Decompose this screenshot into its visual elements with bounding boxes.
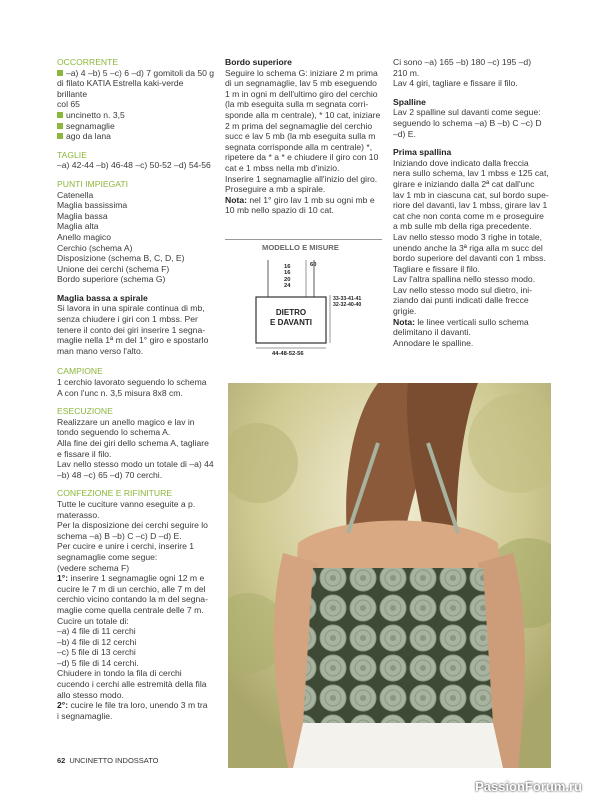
esecuzione-line: e fissare il filo. <box>57 448 112 459</box>
strap-measures <box>284 264 290 290</box>
nota-line: Nota: nel 1° giro lav 1 mb su ogni mb e <box>225 194 375 205</box>
bordo-line: (la mb eseguita sulla m segnata corri- <box>225 99 369 110</box>
column-right <box>393 57 553 348</box>
occorrente-heading: OCCORRENTE <box>57 57 119 67</box>
spirale-line: tenere il conto dei giri inserire 1 segna- <box>57 324 206 335</box>
supply-item: ago da lana <box>57 131 215 142</box>
bordo-line: 1 m in ogni m dell'ultimo giro del cerchio <box>225 88 378 99</box>
strap-measure: 16 <box>284 264 291 270</box>
page-footer <box>57 756 159 765</box>
bordo-line: Inserire 1 segnamaglie all'inizio del giro. <box>225 173 378 184</box>
occorrente-line: –a) 4 –b) 5 –c) 6 –d) 7 gomitoli da 50 g <box>57 68 215 79</box>
nota-line: Annodare le spalline. <box>393 337 474 348</box>
punto-item: Disposizione (schema B, C, D, E) <box>57 253 185 264</box>
diagram-rule <box>225 239 382 240</box>
punti-heading: PUNTI IMPIEGATI <box>57 178 128 189</box>
step1-line: 1°: inserire 1 segnamaglie ogni 12 m e <box>57 573 205 584</box>
confezione-heading: CONFEZIONE E RIFINITURE <box>57 488 173 499</box>
diagram-body-label <box>256 308 326 328</box>
page-number: 62 <box>57 756 66 765</box>
punto-item: Maglia bassa <box>57 210 108 221</box>
strap-measure: 20 <box>284 276 291 283</box>
supply-item: uncinetto n. 3,5 <box>57 110 215 121</box>
bordo-line: cat e 1 mbss nella mb d'inizio. <box>225 162 340 173</box>
step1-line: –a) 4 file di 11 cerchi <box>57 626 136 637</box>
step1-line: Chiudere in tondo la fila di cerchi <box>57 668 182 679</box>
punto-item: Catenella <box>57 189 94 200</box>
prima-line: bordo superiore del davanti con 1 mbss. <box>393 253 546 264</box>
confezione-line: schema –a) B –b) C –c) D –d) E. <box>57 530 182 541</box>
cont-line: Lav 4 giri, tagliare e fissare il filo. <box>393 78 518 89</box>
prima-line: lav 1 mb in ciascuna cat, sul bordo supe- <box>393 189 549 200</box>
spalline-line: seguendo lo schema –a) B –b) C –c) D <box>393 117 542 128</box>
bordo-heading: Bordo superiore <box>225 57 292 67</box>
side-measure-b: 32-32-40-40 <box>333 302 362 308</box>
model-photo <box>228 383 551 768</box>
occorrente-line: di filato KATIA Estrella kaki-verde brillante <box>57 78 184 99</box>
spirale-line: senza chiudere i giri con 1 mbss. Per <box>57 314 198 325</box>
prima-line: a mb sulle mb della riga precedente. <box>393 221 532 232</box>
confezione-line: Tutte le cuciture vanno eseguite a p. <box>57 498 196 509</box>
step2-line: i segnamaglie. <box>57 710 113 721</box>
watermark: PassionForum.ru <box>475 779 582 794</box>
bordo-line: 2 m prima del segnamaglie del cerchio <box>225 120 373 131</box>
diagram-body-line: DIETRO <box>275 308 307 317</box>
cont-line: Ci sono –a) 165 –b) 180 –c) 195 –d) <box>393 57 532 67</box>
prima-spallina-heading: Prima spallina <box>393 147 452 158</box>
side-measure-a: 33-33-41-41 <box>333 296 362 302</box>
bordo-line: di un segnamaglie, lav 5 mb eseguendo <box>225 78 377 89</box>
bordo-line: ripetere da * a * e chiudere il giro con 10 <box>225 152 379 163</box>
spirale-line: maglie nella 1ª m del 1° giro e spostarlo <box>57 335 209 346</box>
campione-line: A con l'unc n. 3,5 misura 8x8 cm. <box>57 387 183 398</box>
bottom-measure: 44-48-52-56 <box>272 351 304 357</box>
prima-line: riore del davanti, lav 1 mbss, girare lav 1 <box>393 200 548 211</box>
spalline-heading: Spalline <box>393 96 426 107</box>
top-measure: 60 <box>310 262 317 268</box>
confezione-line: materasso. <box>57 509 100 520</box>
esecuzione-line: Realizzare un anello magico e lav in <box>57 416 195 427</box>
bordo-line: Proseguire a mb a spirale. <box>225 184 326 195</box>
square-bullet-icon <box>57 123 63 129</box>
cont-line: 210 m. <box>393 67 420 78</box>
esecuzione-line: Alla fine dei giri dello schema A, tagliare <box>57 438 209 448</box>
step1-line: Cucire un totale di: <box>57 615 129 626</box>
column-left <box>57 57 215 721</box>
taglie-text: –a) 42-44 –b) 46-48 –c) 50-52 –d) 54-56 <box>57 160 211 171</box>
strap-measure: 16 <box>284 270 291 277</box>
prima-line: cat che non conta come m e proseguire <box>393 210 544 221</box>
esecuzione-line: tondo seguendo lo schema A. <box>57 427 171 438</box>
step1-line: –b) 4 file di 12 cerchi <box>57 636 137 647</box>
step1-line: allo stesso modo. <box>57 689 124 700</box>
confezione-line: Per la disposizione dei cerchi seguire lo <box>57 520 208 531</box>
square-bullet-icon <box>57 133 63 139</box>
diagram-body-line: E DAVANTI <box>270 318 312 327</box>
confezione-line: Per cucire e unire i cerchi, inserire 1 <box>57 541 195 552</box>
spirale-line: man mano verso l'alto. <box>57 345 144 356</box>
punto-item: Maglia bassissima <box>57 200 128 211</box>
bordo-line: succ e lav 5 mb (la mb eseguita sulla m <box>225 131 376 142</box>
punto-item: Anello magico <box>57 231 111 242</box>
punto-item: Maglia alta <box>57 221 99 232</box>
prima-line: Lav nello stesso modo 3 righe in totale, <box>393 231 543 242</box>
supply-item: segnamaglie <box>57 121 215 132</box>
step1-line: maglie come quella centrale delle 7 m. <box>57 604 204 615</box>
occorrente-text <box>57 68 215 142</box>
nota-line: delimitano il davanti. <box>393 327 471 338</box>
nota-line: Nota: le linee verticali sullo schema <box>393 316 529 327</box>
spirale-line: Si lavora in una spirale continua di mb, <box>57 303 205 314</box>
prima-line: Iniziando dove indicato dalla freccia <box>393 157 529 168</box>
prima-line: girare e iniziando dalla 2ª cat dall'unc <box>393 178 535 189</box>
esecuzione-line: –b) 48 –c) 65 –d) 70 cerchi. <box>57 469 163 480</box>
diagram-title: MODELLO E MISURE <box>262 243 339 252</box>
prima-line: Lav nello stesso modo sul dietro, ini- <box>393 284 533 295</box>
prima-line: ziando dai punti indicati dalle frecce <box>393 295 529 306</box>
step1-line: cucendo i cerchi alle estremità della fila <box>57 679 207 690</box>
bordo-line: segnata corrisponde alla m centrale) *, <box>225 141 373 152</box>
prima-line: grigie. <box>393 306 417 317</box>
spirale-heading: Maglia bassa a spirale <box>57 292 148 303</box>
spalline-line: –d) E. <box>393 128 416 139</box>
square-bullet-icon <box>57 112 63 118</box>
step1-line: cucire le 7 m di un cerchio, alle 7 m del <box>57 583 206 594</box>
prima-line: nera sullo schema, lav 1 mbss e 125 cat, <box>393 168 549 179</box>
confezione-line: segnamaglie come segue: <box>57 551 158 562</box>
step1-line: –c) 5 file di 13 cerchi <box>57 647 136 658</box>
column-middle <box>225 57 382 216</box>
spalline-line: Lav 2 spalline sul davanti come segue: <box>393 107 541 118</box>
punto-item: Unione dei cerchi (schema F) <box>57 263 170 274</box>
step1-line: –d) 5 file di 14 cerchi. <box>57 657 139 668</box>
occorrente-line: col 65 <box>57 99 80 110</box>
square-bullet-icon <box>57 70 63 76</box>
magazine-name: UNCINETTO INDOSSATO <box>69 756 159 765</box>
taglie-heading: TAGLIE <box>57 149 87 160</box>
campione-line: 1 cerchio lavorato seguendo lo schema <box>57 377 207 388</box>
strap-measure: 24 <box>284 283 291 290</box>
campione-heading: CAMPIONE <box>57 366 103 377</box>
prima-line: Tagliare e fissare il filo. <box>393 263 480 274</box>
esecuzione-line: Lav nello stesso modo un totale di –a) 44 <box>57 459 214 470</box>
step2-line: 2°: cucire le file tra loro, unendo 3 m tra <box>57 700 208 711</box>
model-photo-illustration <box>228 383 551 768</box>
prima-line: Lav l'altra spallina nello stesso modo. <box>393 274 536 285</box>
nota-line: 10 mb nello spazio di 10 cat. <box>225 205 334 216</box>
bordo-line: Seguire lo schema G: iniziare 2 m prima <box>225 67 378 78</box>
prima-line: unendo anche la 3ª riga alla m succ del <box>393 242 543 253</box>
punto-item: Cerchio (schema A) <box>57 242 133 253</box>
step1-line: cerchio vicino contando la m del segna- <box>57 594 208 605</box>
esecuzione-heading: ESECUZIONE <box>57 406 113 417</box>
confezione-line: (vedere schema F) <box>57 562 130 573</box>
bordo-line: sponde alla m centrale), * 10 cat, iniziare <box>225 109 381 120</box>
punto-item: Bordo superiore (schema G) <box>57 274 166 285</box>
